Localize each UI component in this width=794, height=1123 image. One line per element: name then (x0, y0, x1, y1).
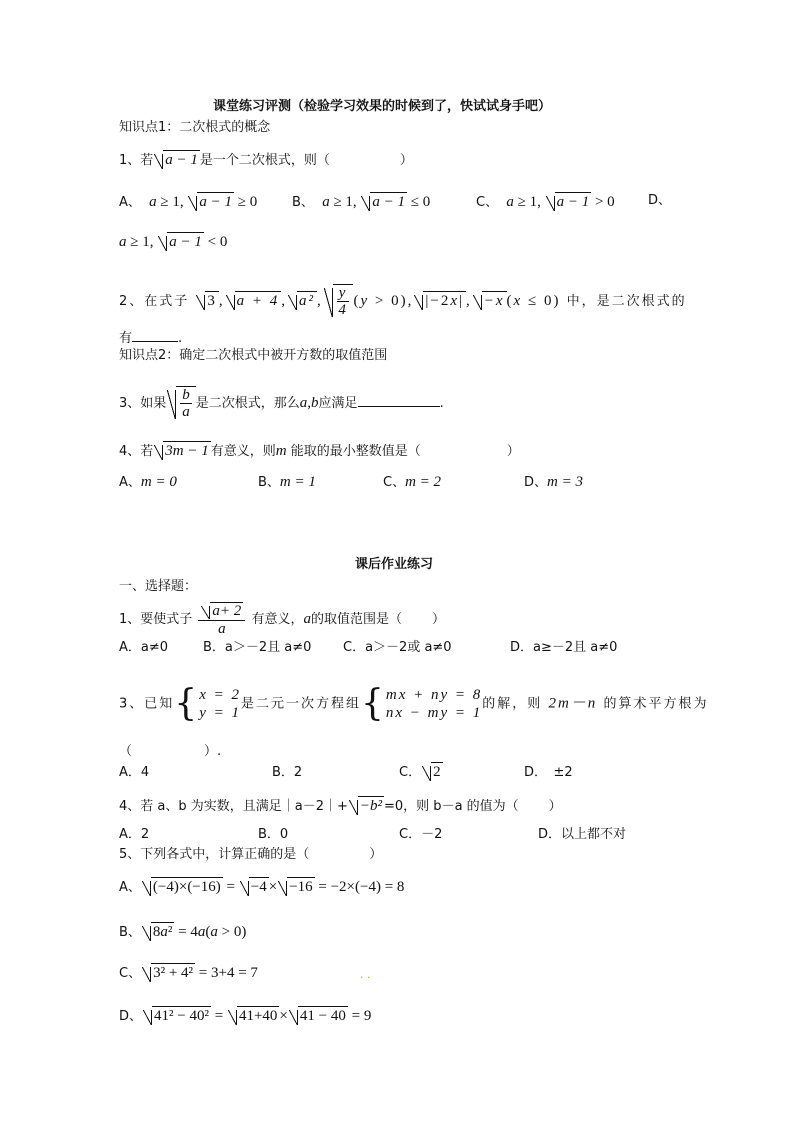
hw-q3-option-c: C． 2 (399, 764, 441, 780)
q1-option-b: B、 a ≥ 1, a − 1 ≤ 0 (292, 194, 431, 210)
hw-q3-option-b: B．2 (272, 765, 303, 780)
hw-q4-option-b: B．0 (258, 827, 289, 842)
q4-option-b: B、m = 1 (258, 474, 316, 490)
hw-q4-option-d: D．以上都不对 (538, 827, 627, 842)
question-2: 2、在式子 3 , a + 4 , a² , $\frac{y}{4}$ (y > 0), |−2x| , −x (x ≤ 0) 中，是二次根式的 (119, 285, 687, 318)
q4-option-a: A、m = 0 (119, 474, 177, 490)
hw-q1-option-d: D．a≥－2且 a≠0 (510, 640, 618, 655)
hw-q3-option-d: D． ±2 (524, 765, 573, 780)
question-1: 1、若 a − 1 是一个二次根式，则（ ） (119, 152, 413, 168)
hw-question-5: 5、下列各式中，计算正确的是（ ） (119, 847, 383, 862)
hw-q3-line2: （ ）. (119, 744, 222, 759)
hw-q4-option-a: A．2 (119, 827, 150, 842)
hw-q5-option-c: C、 3² + 4² = 3+4 = 7 (119, 965, 258, 981)
hw-q1-option-a: A．a≠0 (119, 640, 169, 655)
q1-option-d-label: D、 (648, 193, 672, 208)
knowledge-point-2: 知识点2：确定二次根式中被开方数的取值范围 (119, 348, 388, 363)
q4-option-d: D、m = 3 (524, 474, 583, 490)
q1-option-d: a ≥ 1, a − 1 < 0 (119, 234, 228, 250)
hw-q5-option-d: D、 41² − 40² = 41+40 × 41 − 40 = 9 (119, 1008, 372, 1024)
question-4: 4、若 3m − 1 有意义，则m 能取的最小整数值是（ ） (119, 443, 520, 459)
hw-q5-option-b: B、 8a² = 4a(a > 0) (119, 924, 247, 940)
knowledge-point-1: 知识点1：二次根式的概念 (119, 120, 271, 135)
hw-question-4: 4、若 a、b 为实数，且满足｜a－2｜+ −b² =0，则 b－a 的值为（ ） (119, 798, 562, 814)
hw-question-1: 1、要使式子 $\frac{a+ 2}{a}$ 有意义，a的取值范围是（ ） (119, 603, 445, 637)
q4-option-c: C、m = 2 (383, 474, 442, 490)
hw-q3-option-a: A．4 (119, 765, 150, 780)
section1-title: 课堂练习评测（检验学习效果的时候到了，快试试身手吧） (213, 99, 552, 114)
decorative-dots: · · (360, 971, 371, 984)
section2-title: 课后作业练习 (355, 557, 434, 572)
hw-q1-option-c: C．a＞－2或 a≠0 (343, 640, 452, 655)
hw-q4-option-c: C．－2 (399, 827, 443, 842)
q3-answer-blank[interactable] (358, 392, 440, 407)
hw-question-3: 3、已知{ x = 2 y = 1 是二元一次方程组{ mx + ny = 8 nx − my = 1 的解，则 2m－n 的算术平方根为 (119, 683, 709, 724)
q1-option-c: C、 a ≥ 1, a − 1 > 0 (476, 194, 615, 210)
question-3: 3、如果 $\frac{b}{a}$ 是二次根式，那么a,b应满足 . (119, 387, 444, 420)
hw-q1-option-b: B．a＞－2且 a≠0 (203, 640, 312, 655)
q2-line2: 有 . (119, 327, 182, 348)
q2-answer-blank[interactable] (132, 327, 178, 342)
q1-option-a: A、 a ≥ 1, a − 1 ≥ 0 (119, 194, 258, 210)
part-heading: 一、选择题： (119, 579, 198, 594)
hw-q5-option-a: A、 (−4)×(−16) = −4 × −16 = −2×(−4) = 8 (119, 879, 405, 895)
